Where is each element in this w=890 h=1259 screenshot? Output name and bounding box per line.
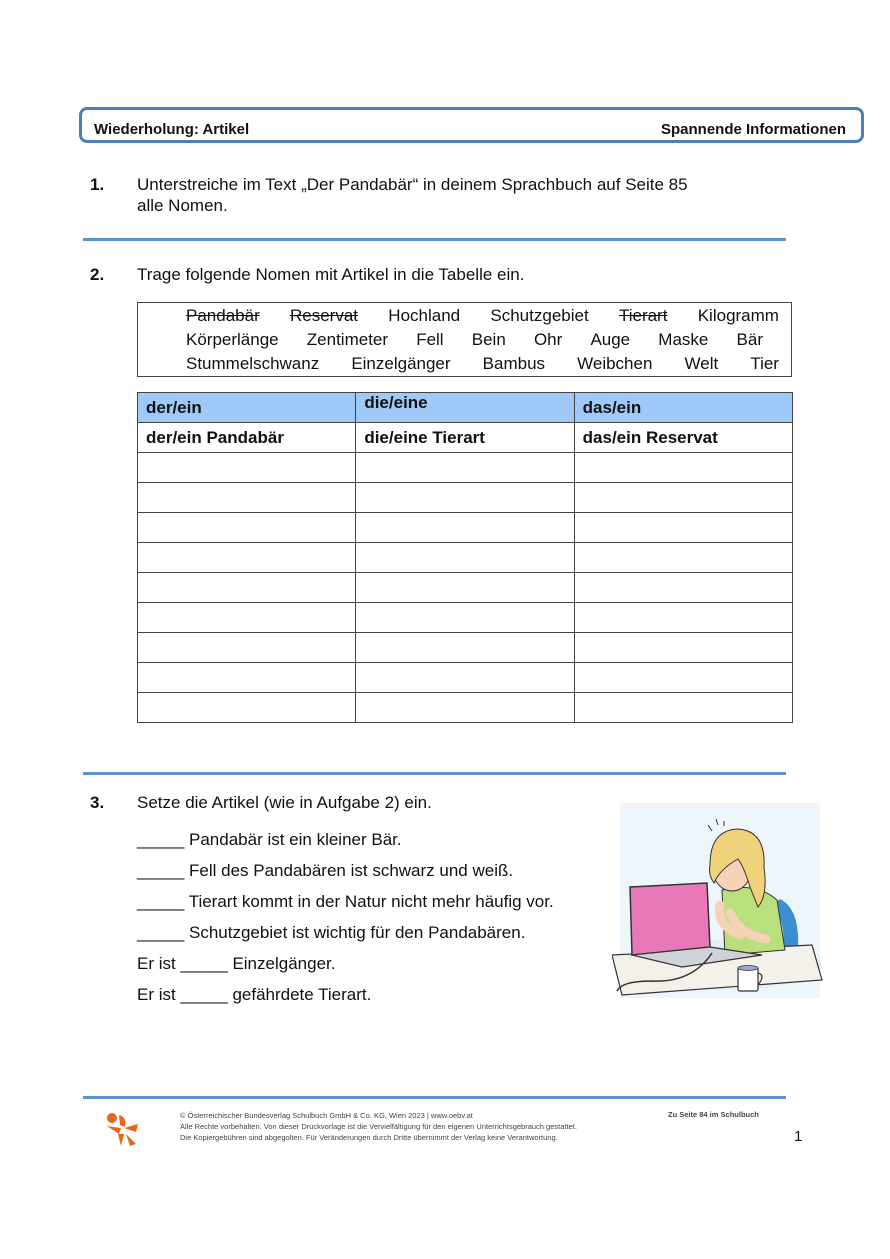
column-header-der: der/ein <box>138 393 356 423</box>
word-bank-word: Reservat <box>290 306 359 325</box>
word-bank-word: Bär <box>736 330 763 349</box>
answer-cell[interactable] <box>356 603 574 633</box>
answer-cell[interactable] <box>356 633 574 663</box>
answer-cell[interactable] <box>574 573 792 603</box>
textbook-reference: Zu Seite 84 im Schulbuch <box>668 1110 759 1119</box>
footer-copyright <box>180 1110 640 1143</box>
task-2-number: 2. <box>90 265 105 284</box>
footer-line: Die Kopiergebühren sind abgegolten. Für Veränderungen durch Dritte übernimmt der Verlag keine Verantwortung. <box>180 1133 558 1142</box>
answer-cell[interactable] <box>138 633 356 663</box>
sentence-2: _____ Fell des Pandabären ist schwarz und weiß. <box>137 861 514 880</box>
footer-line: Alle Rechte vorbehalten. Von dieser Druckvorlage ist die Vervielfältigung für den eigenen Unterrichtsgebrauch gestattet. <box>180 1122 577 1131</box>
task-2-text: Trage folgende Nomen mit Artikel in die Tabelle ein. <box>137 265 525 284</box>
word-bank-row <box>186 330 763 350</box>
answer-cell[interactable] <box>138 693 356 723</box>
worksheet-topic: Wiederholung: Artikel <box>94 121 250 138</box>
answer-cell[interactable] <box>138 603 356 633</box>
worksheet-section: Spannende Informationen <box>660 121 846 138</box>
table-row <box>138 573 793 603</box>
example-row <box>138 423 793 453</box>
answer-cell[interactable] <box>356 543 574 573</box>
answer-cell[interactable] <box>138 573 356 603</box>
section-divider <box>83 238 786 241</box>
sentence-5: Er ist _____ Einzelgänger. <box>137 954 336 973</box>
example-das: das/ein Reservat <box>574 423 792 453</box>
sentence-4: _____ Schutzgebiet ist wichtig für den Pandabären. <box>137 923 526 942</box>
table-row <box>138 513 793 543</box>
word-bank-word: Welt <box>684 354 719 373</box>
answer-cell[interactable] <box>138 483 356 513</box>
word-bank-row <box>186 306 779 326</box>
table-row <box>138 633 793 663</box>
table-row <box>138 543 793 573</box>
table-header-row <box>138 393 793 423</box>
task-1-number: 1. <box>90 175 105 194</box>
answer-cell[interactable] <box>574 603 792 633</box>
task-3-text: Setze die Artikel (wie in Aufgabe 2) ein. <box>137 793 432 812</box>
word-bank-word: Einzelgänger <box>351 354 451 373</box>
word-bank-word: Tierart <box>618 306 668 325</box>
answer-cell[interactable] <box>356 693 574 723</box>
answer-cell[interactable] <box>356 573 574 603</box>
word-bank-word: Schutzgebiet <box>490 306 589 325</box>
answer-cell[interactable] <box>574 513 792 543</box>
word-bank-word: Tier <box>750 354 779 373</box>
article-table <box>137 392 793 723</box>
word-bank-word: Bein <box>471 330 506 349</box>
answer-cell[interactable] <box>574 453 792 483</box>
girl-with-laptop-illustration <box>612 795 827 1005</box>
word-bank-word: Körperlänge <box>186 330 279 349</box>
sentence-1: _____ Pandabär ist ein kleiner Bär. <box>137 830 402 849</box>
answer-cell[interactable] <box>574 693 792 723</box>
word-bank-word: Maske <box>658 330 709 349</box>
word-bank-word: Hochland <box>388 306 461 325</box>
word-bank-word: Bambus <box>482 354 546 373</box>
answer-cell[interactable] <box>574 663 792 693</box>
answer-cell[interactable] <box>356 663 574 693</box>
example-die: die/eine Tierart <box>356 423 574 453</box>
word-bank-word: Stummelschwanz <box>186 354 320 373</box>
table-row <box>138 483 793 513</box>
word-bank-word: Ohr <box>533 330 563 349</box>
word-bank-word: Auge <box>590 330 631 349</box>
word-bank-word: Fell <box>416 330 444 349</box>
answer-cell[interactable] <box>356 513 574 543</box>
answer-cell[interactable] <box>138 453 356 483</box>
answer-cell[interactable] <box>574 543 792 573</box>
example-der: der/ein Pandabär <box>138 423 356 453</box>
answer-cell[interactable] <box>138 663 356 693</box>
word-bank-word: Weibchen <box>577 354 653 373</box>
footer-line: © Österreichischer Bundesverlag Schulbuch GmbH & Co. KG, Wien 2023 | www.oebv.at <box>180 1111 473 1120</box>
section-divider <box>83 772 786 775</box>
answer-cell[interactable] <box>574 633 792 663</box>
answer-cell[interactable] <box>356 483 574 513</box>
table-row <box>138 453 793 483</box>
task-1-text-line1: Unterstreiche im Text „Der Pandabär“ in deinem Sprachbuch auf Seite 85 <box>137 175 688 194</box>
column-header-die: die/eine <box>356 393 574 423</box>
page-number: 1 <box>794 1128 803 1145</box>
publisher-logo-icon <box>104 1110 142 1148</box>
answer-cell[interactable] <box>574 483 792 513</box>
column-header-das: das/ein <box>574 393 792 423</box>
table-row <box>138 693 793 723</box>
word-bank-row <box>186 354 779 374</box>
answer-cell[interactable] <box>138 543 356 573</box>
footer-divider <box>83 1096 786 1099</box>
task-3-number: 3. <box>90 793 105 812</box>
task-1-text-line2: alle Nomen. <box>137 196 228 215</box>
word-bank-word: Pandabär <box>186 306 260 325</box>
answer-cell[interactable] <box>356 453 574 483</box>
word-bank <box>137 302 792 377</box>
table-row <box>138 603 793 633</box>
table-row <box>138 663 793 693</box>
answer-cell[interactable] <box>138 513 356 543</box>
word-bank-word: Zentimeter <box>306 330 389 349</box>
sentence-6: Er ist _____ gefährdete Tierart. <box>137 985 372 1004</box>
word-bank-word: Kilogramm <box>697 306 779 325</box>
sentence-3: _____ Tierart kommt in der Natur nicht mehr häufig vor. <box>137 892 554 911</box>
